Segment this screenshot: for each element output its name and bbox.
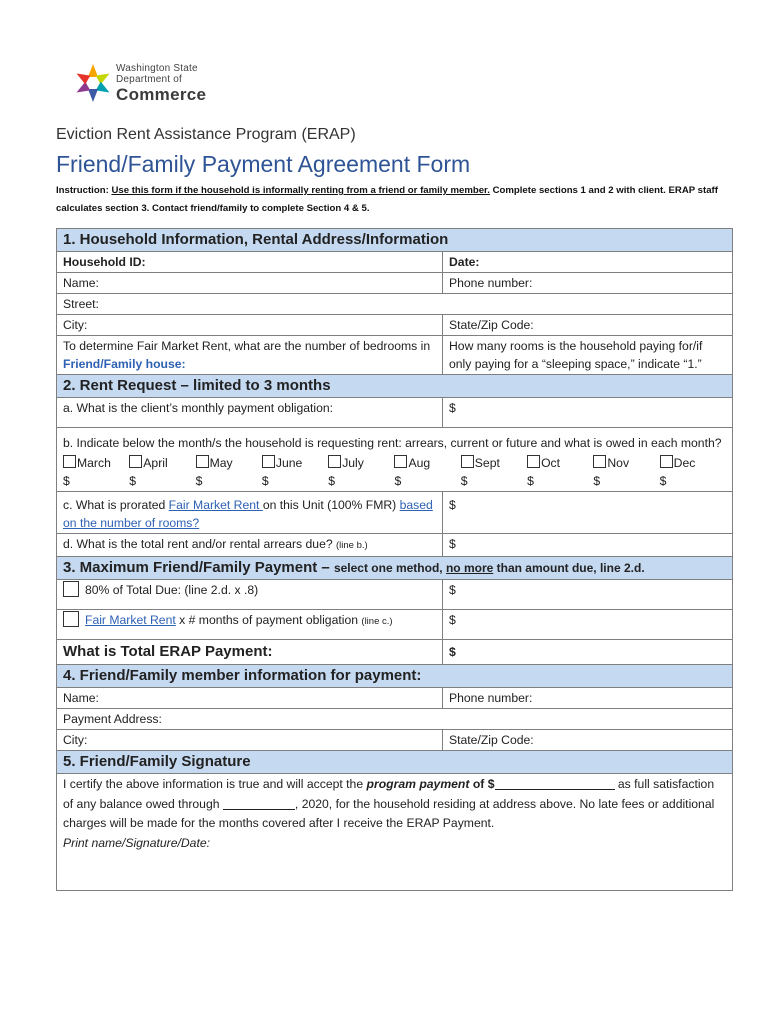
certification-text: I certify the above information is true and will accept the program payment of $ as full satisfaction of any balance owed through , 2020, for the household residing at address above. No late fees or additional charges will be made for the months covered after I receive the ERAP Payment. <box>63 777 715 830</box>
starburst-logo-icon <box>72 62 114 104</box>
total-erap-value[interactable]: $ <box>443 640 733 665</box>
print-name-signature-date[interactable]: Print name/Signature/Date: <box>63 835 211 850</box>
checkbox-icon[interactable] <box>660 455 673 468</box>
checkbox-icon[interactable] <box>262 455 275 468</box>
form-table <box>56 228 733 891</box>
rooms-link[interactable]: based on the number of rooms? <box>63 498 433 530</box>
months-question: b. Indicate below the month/s the household is requesting rent: arrears, current or future and what is owed in each month? <box>63 436 722 450</box>
section-5-header: 5. Friend/Family Signature <box>57 751 733 774</box>
checkbox-icon[interactable] <box>461 455 474 468</box>
checkbox-icon[interactable] <box>129 455 142 468</box>
fmr-value[interactable]: $ <box>443 492 733 534</box>
bedrooms-question[interactable]: To determine Fair Market Rent, what are the number of bedrooms in Friend/Family house: <box>57 336 443 375</box>
commerce-logo <box>72 62 222 108</box>
option-80-percent[interactable]: 80% of Total Due: (line 2.d. x .8) <box>57 580 443 610</box>
logo-line-2: Department of <box>116 74 182 85</box>
total-erap-label: What is Total ERAP Payment: <box>57 640 443 665</box>
month-april[interactable]: April $ <box>129 456 168 488</box>
payee-name-field[interactable]: Name: <box>57 688 443 709</box>
payment-address-field[interactable]: Payment Address: <box>57 709 733 730</box>
option-fmr[interactable]: Fair Market Rent x # months of payment obligation (line c.) <box>57 610 443 640</box>
rooms-question[interactable]: How many rooms is the household paying for/if only paying for a “sleeping space,” indicate “1.” <box>443 336 733 375</box>
date-blank[interactable] <box>223 797 295 810</box>
month-july[interactable]: July $ <box>328 456 364 488</box>
instructions: Instruction: Use this form if the household is informally renting from a friend or family member. Complete sections 1 and 2 with client. ERAP staff calculates section 3. Contact friend/family to complete Section 4 & 5. <box>56 185 718 214</box>
payee-phone-field[interactable]: Phone number: <box>443 688 733 709</box>
month-sept[interactable]: Sept $ <box>460 456 500 488</box>
month-nov[interactable]: Nov $ <box>593 456 630 488</box>
payee-city-field[interactable]: City: <box>57 730 443 751</box>
total-due-value[interactable]: $ <box>443 534 733 557</box>
name-field[interactable]: Name: <box>57 273 443 294</box>
street-field[interactable]: Street: <box>57 294 733 315</box>
checkbox-icon[interactable] <box>593 455 606 468</box>
option-fmr-value[interactable]: $ <box>443 610 733 640</box>
logo-line-3: Commerce <box>116 85 207 104</box>
checkbox-icon[interactable] <box>196 455 209 468</box>
section-4-header: 4. Friend/Family member information for payment: <box>57 665 733 688</box>
fmr-question: c. What is prorated Fair Market Rent on this Unit (100% FMR) based on the number of rooms? <box>57 492 443 534</box>
form-title: Friend/Family Payment Agreement Form <box>56 151 471 177</box>
logo-line-1: Washington State <box>116 63 198 74</box>
month-oct[interactable]: Oct $ <box>527 456 561 488</box>
monthly-obligation-question: a. What is the client’s monthly payment obligation: <box>57 398 443 428</box>
amount-blank[interactable] <box>495 777 615 790</box>
month-may[interactable]: May $ <box>195 456 233 488</box>
city-field[interactable]: City: <box>57 315 443 336</box>
checkbox-icon[interactable] <box>63 455 76 468</box>
months-row <box>63 452 726 490</box>
state-zip-field[interactable]: State/Zip Code: <box>443 315 733 336</box>
program-name: Eviction Rent Assistance Program (ERAP) <box>56 126 356 143</box>
month-dec[interactable]: Dec $ <box>659 456 696 488</box>
checkbox-icon[interactable] <box>63 611 79 627</box>
signature-cell[interactable] <box>57 774 733 891</box>
section-3-header: 3. Maximum Friend/Family Payment – select one method, no more than amount due, line 2.d. <box>57 557 733 580</box>
checkbox-icon[interactable] <box>394 455 407 468</box>
monthly-obligation-value[interactable]: $ <box>443 398 733 428</box>
fmr-link[interactable]: Fair Market Rent <box>168 498 263 512</box>
fmr-link-2[interactable]: Fair Market Rent <box>85 613 176 627</box>
month-march[interactable]: March $ <box>63 456 111 488</box>
household-id-field[interactable]: Household ID: <box>57 252 443 273</box>
phone-field[interactable]: Phone number: <box>443 273 733 294</box>
date-field[interactable]: Date: <box>443 252 733 273</box>
checkbox-icon[interactable] <box>63 581 79 597</box>
total-due-question: d. What is the total rent and/or rental arrears due? (line b.) <box>57 534 443 557</box>
month-june[interactable]: June $ <box>261 456 303 488</box>
checkbox-icon[interactable] <box>328 455 341 468</box>
option-80-percent-value[interactable]: $ <box>443 580 733 610</box>
payee-state-zip-field[interactable]: State/Zip Code: <box>443 730 733 751</box>
section-1-header: 1. Household Information, Rental Address/Information <box>57 229 733 252</box>
checkbox-icon[interactable] <box>527 455 540 468</box>
section-2-header: 2. Rent Request – limited to 3 months <box>57 375 733 398</box>
month-aug[interactable]: Aug $ <box>394 456 431 488</box>
months-requested-cell <box>57 428 733 492</box>
